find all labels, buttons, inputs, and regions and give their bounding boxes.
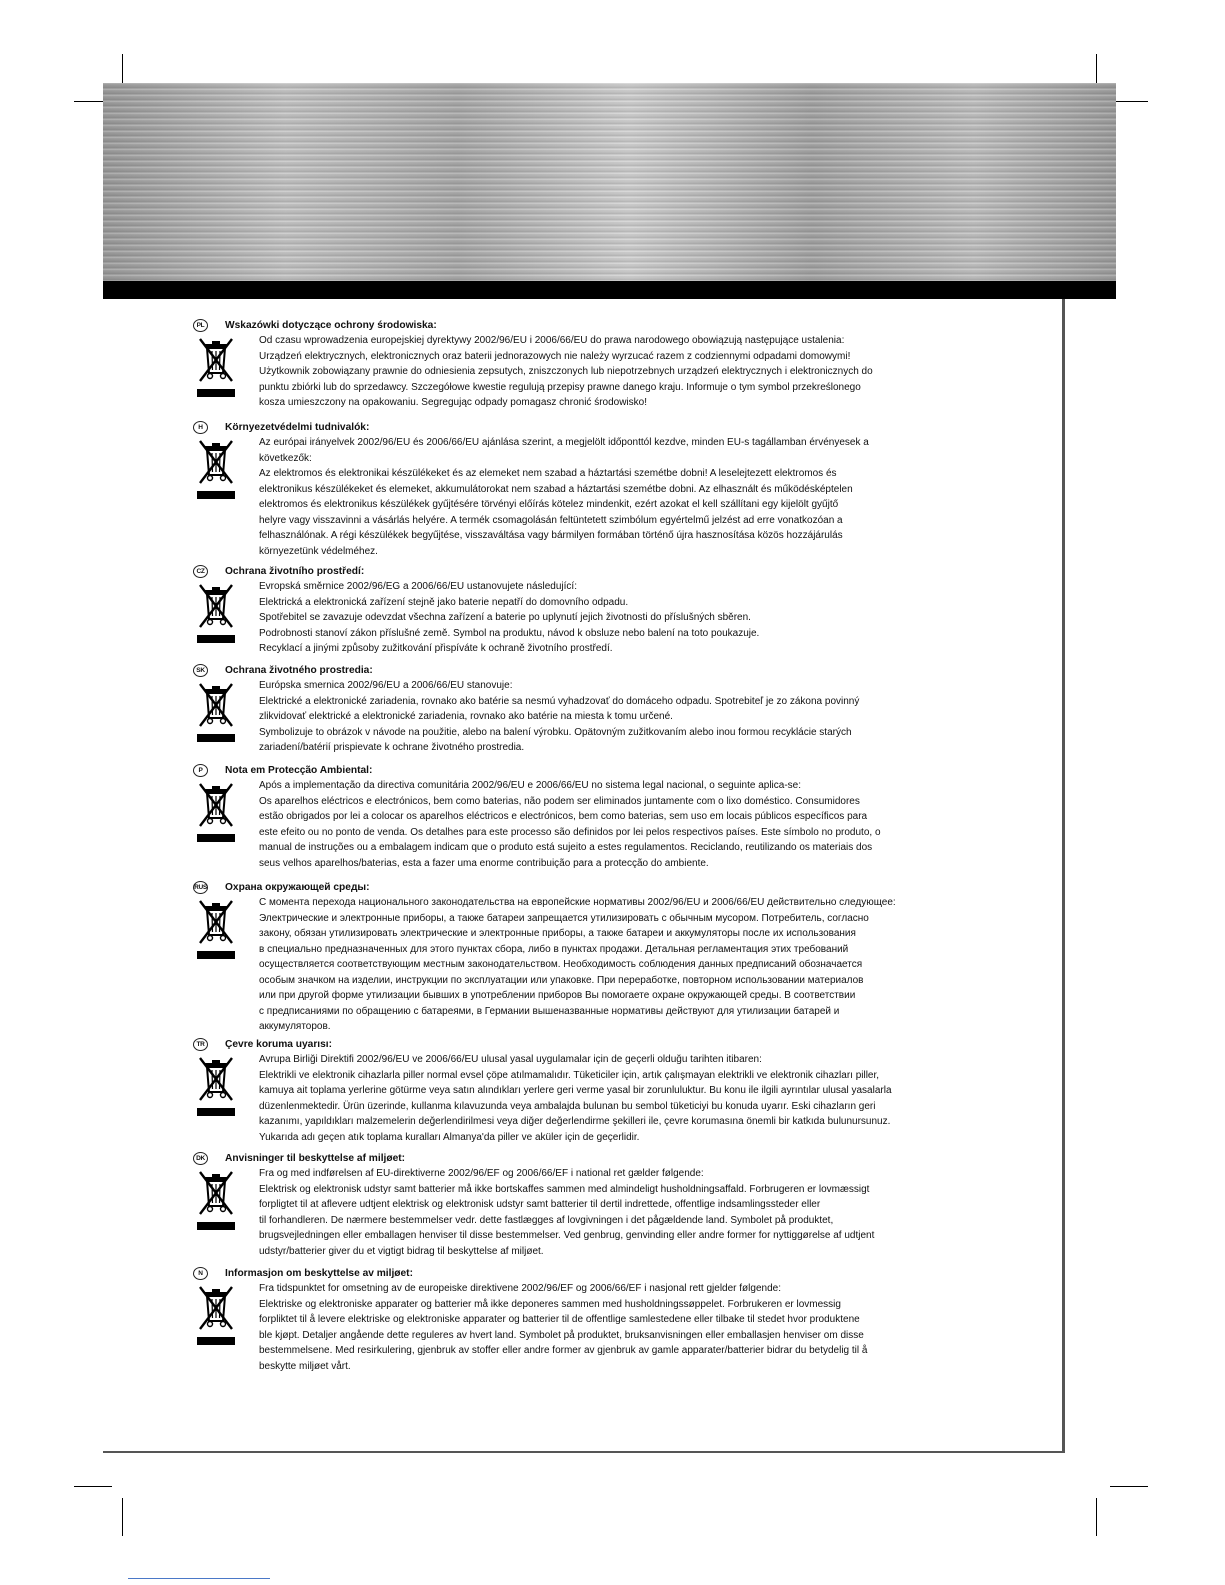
language-badge: H [193,421,208,434]
section-text-line: elektronikus készülékeket és elemeket, akkumulátorokat nem szabad a háztartási szemétbe dobni. Az elhasznált és működésképtelen [259,483,853,495]
section-text-line: Avrupa Birliği Direktifi 2002/96/EU ve 2006/66/EU ulusal yasal uygulamalar için de geçerli olduğu tarihten itibaren: [259,1054,762,1065]
section-text-line: в специально предназначенных для этого пунктах сбора, либо в пунктах продажи. Детальная регламентация этих требований [259,943,849,955]
section-text-line: Recyklací a jinými způsoby zužitkování přispíváte k ochraně životního prostředí. [259,643,613,654]
section-text-line: kazanımı, yapıldıkları malzemelerin değerlendirilmesi veya diğer değerlendirme şekilleri ile, çevre korumasına önemli bir katkıda bulunursunuz. [259,1116,891,1127]
section-p [193,763,933,871]
crossed-bin-icon [197,581,235,631]
section-rus [193,880,933,1035]
section-title: Охрана окружающей среды: [225,881,370,893]
section-text-line: seus velhos aparelhos/baterias, esta a fazer uma enorme contribuição para a protecção do ambiente. [259,857,709,869]
section-text-line: Podrobnosti stanoví zákon příslušné země. Symbol na produktu, návod k obsluze nebo balení na toto poukazuje. [259,627,760,639]
section-text-line: estão obrigados por lei a colocar os aparelhos eléctricos e electrónicos, bem como baterias, sem uso em locais públicos específicos para [259,811,868,822]
weee-symbol [197,1168,235,1230]
section-text-line: Spotřebitel se zavazuje odevzdat všechna zařízení a baterie po uplynutí jejich životnosti do příslušných sběren. [259,612,751,623]
section-text-line: kamuya ait toplama yerlerine götürme veya satın alındıkları yerlere geri verme yasal bir zorunluluktur. Bu konu ile ilgili ayrıntılar ulusal yasalarla [259,1085,892,1096]
section-header [193,1151,933,1165]
section-sk [193,663,933,756]
section-body [193,579,933,657]
section-title: Informasjon om beskyttelse av miljøet: [225,1267,413,1279]
crossed-bin-icon [197,1054,235,1104]
weee-symbol [197,1283,235,1345]
weee-symbol-bar [197,491,235,499]
section-body [193,435,933,559]
crossed-bin-icon [197,1283,235,1333]
section-header [193,763,933,777]
weee-symbol-bar [197,1337,235,1345]
section-body [193,895,933,1035]
section-text-line: forpliktet til å levere elektriske og elektroniske apparater og batterier til de offentlige samlestedene eller tilbake til stedet hvor produktene [259,1314,860,1325]
section-title: Környezetvédelmi tudnivalók: [225,421,370,433]
section-text-line: Elektrikli ve elektronik cihazlarla piller normal evsel çöpe atılmamalıdır. Tüketiciler için, artık çalışmayan elektrikli ve elektronik cihazları piller, [259,1069,880,1081]
crossed-bin-icon [197,680,235,730]
language-badge: P [193,764,208,777]
weee-symbol-bar [197,834,235,842]
crop-mark-bottom-right [1096,1498,1097,1536]
crossed-bin-icon [197,1168,235,1218]
crossed-bin-icon [197,897,235,947]
weee-symbol [197,780,235,842]
language-badge: SK [193,664,208,677]
section-title: Wskazówki dotyczące ochrony środowiska: [225,319,437,331]
section-text-line: осуществляется соответствующим местным законодательством. Необходимость соблюдения данных предписаний обозначается [259,959,863,970]
language-badge: TR [193,1038,208,1051]
section-text-line: С момента перехода национального законодательства на европейские нормативы 2002/96/EU и 2006/66/EU действительно следующее: [259,897,896,908]
weee-symbol-bar [197,635,235,643]
section-text-line: Elektrisk og elektronisk udstyr samt batterier må ikke bortskaffes sammen med almindeligt husholdningsaffald. Forbrugeren er lovmæssigt [259,1183,870,1195]
section-text-line: helyre vagy visszavinni a vásárlás helyére. A termék csomagolásán feltüntetett szimbólum egyértelmű jelzést ad erre vonatkozóan a [259,514,843,526]
section-text-line: аккумуляторов. [259,1021,331,1032]
section-text-line: Os aparelhos eléctricos e electrónicos, bem como baterias, não podem ser eliminados juntamente com o lixo doméstico. Consumidores [259,795,860,807]
language-badge: N [193,1267,208,1280]
section-text-line: Elektrické a elektronické zariadenia, rovnako ako batérie sa nesmú vyhadzovať do domáceho odpadu. Spotrebiteľ je zo zákona povinný [259,695,860,707]
language-badge: DK [193,1152,208,1165]
section-header [193,318,933,332]
section-text-line: Yukarıda adı geçen atık toplama kuralları Almanya'da piller ve aküler için de geçerlidir. [259,1131,640,1143]
crop-mark-bottom-left-h [74,1486,112,1487]
weee-symbol [197,335,235,397]
language-badge: CZ [193,565,208,578]
section-text-line: kosza umieszczony na opakowaniu. Segregując odpady pomagasz chronić środowisko! [259,397,647,408]
section-text-line: brugsvejledningen eller emballagen henviser til disse bestemmelser. Ved genbrug, genvinding eller andre former for nyttiggørelse af udtjent [259,1230,875,1241]
crop-mark-bottom-right-h [1110,1486,1148,1487]
section-text-line: закону, обязан утилизировать электрические и электронные приборы, а также батареи и аккумуляторы после их использования [259,928,856,939]
section-text-line: következők: [259,452,312,464]
section-title: Ochrana životného prostredia: [225,664,373,676]
section-text-line: Após a implementação da directiva comunitária 2002/96/EU e 2006/66/EU no sistema legal nacional, o seguinte aplica-se: [259,780,801,791]
section-text-line: manual de instruções ou a embalagem indicam que o produto está sujeito a estes regulamentos. Reciclando, reutilizando os materiais dos [259,842,873,853]
section-text-line: udstyr/batterier giver du et vigtigt bidrag til beskyttelse af miljøet. [259,1245,544,1257]
section-text-line: Электрические и электронные приборы, а также батареи запрещается утилизировать с обычным мусором. Потребитель, согласно [259,912,869,924]
section-title: Ochrana životního prostředí: [225,565,365,577]
section-text-line: elektromos és elektronikus készülékek gyűjtésére törvényi előírás kötelez mindenkit, ezért azokat el kell szállítani egy kijelölt gyűjtő [259,499,839,510]
weee-symbol-bar [197,1108,235,1116]
weee-symbol [197,680,235,742]
section-text-line: este efeito ou no ponto de venda. Os detalhes para este processo são definidos por lei pelos respectivos países. Este símbolo no produto, o [259,826,881,838]
section-text-line: особым значком на изделии, инструкции по эксплуатации или упаковке. При переработке, повторном использовании материалов [259,974,864,986]
weee-symbol [197,897,235,959]
weee-symbol-bar [197,951,235,959]
header-black-stripe [103,281,1116,299]
section-text-line: Evropská směrnice 2002/96/EG a 2006/66/EU ustanovujete následující: [259,581,577,592]
section-body [193,1166,933,1259]
section-text-line: forpligtet til at aflevere udtjent elektrisk og elektronisk udstyr samt batterier til dertil indrettede, offentlige indsamlingssteder eller [259,1199,821,1210]
footer-link-underline [128,1578,270,1579]
section-text-line: környezetünk védelméhez. [259,545,378,557]
section-header [193,420,933,434]
section-tr [193,1037,933,1145]
header-metal-band [103,83,1116,281]
crossed-bin-icon [197,780,235,830]
section-body [193,1281,933,1374]
language-badge: RUS [193,881,208,894]
section-text-line: Od czasu wprowadzenia europejskiej dyrektywy 2002/96/EU i 2006/66/EU do prawa narodowego obowiązują następujące ustalenia: [259,335,845,346]
weee-symbol [197,437,235,499]
weee-symbol-bar [197,1222,235,1230]
crop-mark-bottom-left [122,1498,123,1536]
section-text-line: Elektrická a elektronická zařízení stejně jako baterie nepatří do domovního odpadu. [259,596,629,608]
section-text-line: bestemmelsene. Med resirkulering, gjenbruk av stoffer eller andre former av gjenbruk av gamle apparater/batterier bidrar du betydelig til å [259,1345,868,1356]
section-header [193,1266,933,1280]
weee-symbol-bar [197,389,235,397]
section-text-line: ble kjøpt. Detaljer angående dette reguleres av hvert land. Symbolet på produktet, bruksanvisningen eller emballasjen henviser om disse [259,1329,864,1341]
weee-symbol [197,1054,235,1116]
section-dk [193,1151,933,1259]
section-text-line: punktu zbiórki lub do sprzedawcy. Szczegółowe kwestie regulują przepisy prawne danego kraju. Informuje o tym symbol przekreślonego [259,381,861,393]
section-text-line: til forhandleren. De nærmere bestemmelser vedr. dette fastlægges af lovgivningen i det pågældende land. Symbolet på produktet, [259,1214,834,1226]
section-body [193,778,933,871]
crossed-bin-icon [197,437,235,487]
section-title: Anvisninger til beskyttelse af miljøet: [225,1152,406,1164]
section-n [193,1266,933,1374]
section-header [193,1037,933,1051]
page-frame-right [1062,299,1065,1452]
section-text-line: или при другой форме утилизации бывших в употреблении приборов Вы помогаете охране окружающей среды. В соответствии [259,990,856,1001]
section-pl [193,318,933,411]
section-header [193,564,933,578]
crossed-bin-icon [197,335,235,385]
section-header [193,880,933,894]
section-text-line: с предписаниями по обращению с батареями, в Германии вышеназванные нормативы действуют для утилизации батарей и [259,1005,840,1017]
weee-symbol [197,581,235,643]
section-text-line: zariadení/batérií prispievate k ochrane životného prostredia. [259,742,525,753]
section-title: Nota em Protecção Ambiental: [225,764,373,776]
section-text-line: Fra og med indførelsen af EU-direktiverne 2002/96/EF og 2006/66/EF i national ret gælder følgende: [259,1168,704,1179]
page-frame-bottom [103,1451,1065,1453]
section-cz [193,564,933,657]
section-header [193,663,933,677]
section-text-line: Fra tidspunktet for omsetning av de europeiske direktivene 2002/96/EF og 2006/66/EF i nasjonal rett gjelder følgende: [259,1283,781,1294]
section-text-line: felhasználónak. A régi készülékek begyűjtése, visszaváltása vagy bármilyen formában történő újra hasznosítása közös hozzájárulás [259,530,843,541]
section-text-line: beskytte miljøet vårt. [259,1360,351,1372]
section-title: Çevre koruma uyarısı: [225,1038,333,1050]
section-text-line: Symbolizuje to obrázok v návode na použitie, alebo na balení výrobku. Opätovným zužitkovaním alebo inou formou recyklácie starých [259,726,852,738]
section-text-line: Użytkownik zobowiązany prawnie do odniesienia zepsutych, zniszczonych lub niepotrzebnych urządzeń elektrycznych i elektronicznych do [259,366,873,377]
section-body [193,333,933,411]
section-text-line: Európska smernica 2002/96/EU a 2006/66/EU stanovuje: [259,680,513,691]
section-text-line: Urządzeń elektrycznych, elektronicznych oraz baterii jednorazowych nie należy wyrzucać razem z codziennymi odpadami domowymi! [259,350,851,362]
language-badge: PL [193,319,208,332]
section-text-line: Az európai irányelvek 2002/96/EU és 2006/66/EU ajánlása szerint, a megjelölt időponttól kezdve, minden EU-s tagállamban érvényesek a [259,437,869,448]
section-text-line: Elektriske og elektroniske apparater og batterier må ikke deponeres sammen med husholdningssøppelet. Forbrukeren er lovmessig [259,1298,841,1310]
weee-symbol-bar [197,734,235,742]
section-text-line: zlikvidovať elektrické a elektronické zariadenia, rovnako ako batérie na miesta k tomu určené. [259,711,673,722]
section-h [193,420,933,559]
section-body [193,1052,933,1145]
section-text-line: Az elektromos és elektronikai készülékeket és az elemeket nem szabad a háztartási szemétbe dobni! A leselejtezett elektromos és [259,468,837,479]
section-text-line: düzenlenmektedir. Ürün üzerinde, kullanma kılavuzunda veya ambalajda bulunan bu sembol tüketiciyi bu konuda uyarır. Eski cihazların geri [259,1100,876,1112]
section-body [193,678,933,756]
